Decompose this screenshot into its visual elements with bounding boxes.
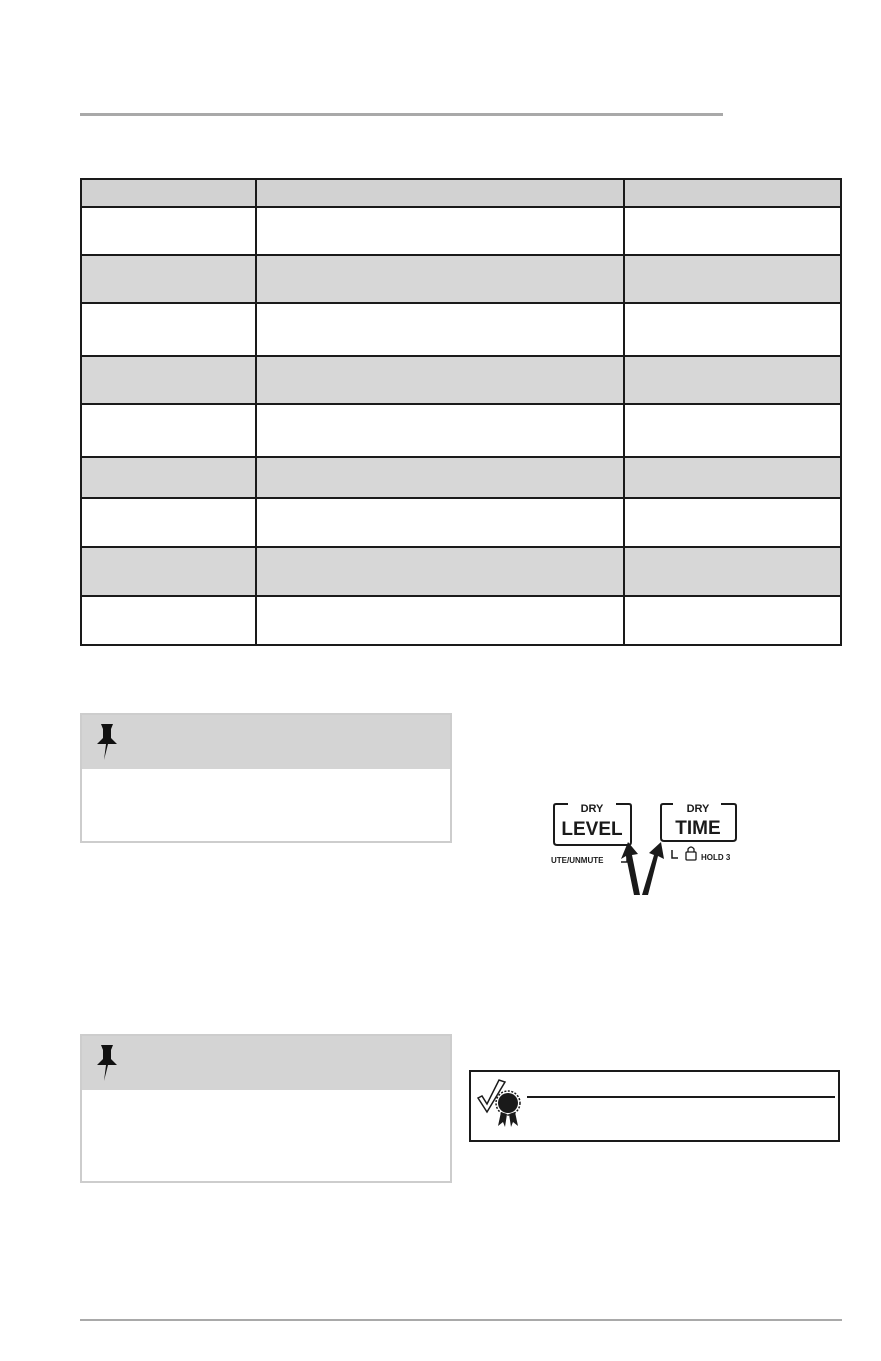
note-box xyxy=(80,1034,452,1183)
table-cell xyxy=(82,548,257,597)
dry-time-bracket xyxy=(672,850,678,858)
table-cell xyxy=(82,304,257,357)
table-cell xyxy=(625,208,840,256)
table-cell xyxy=(257,458,625,499)
table-cell xyxy=(625,357,840,405)
pushpin-icon xyxy=(93,721,121,763)
arrow-to-dry-time-icon xyxy=(642,842,664,895)
table-cell xyxy=(82,458,257,499)
dry-time-top-label: DRY xyxy=(686,803,710,815)
note-box xyxy=(80,713,452,843)
arrow-to-dry-level-icon xyxy=(621,842,640,895)
table-cell xyxy=(257,499,625,548)
table-cell xyxy=(257,597,625,644)
pushpin-icon xyxy=(93,1042,121,1084)
table-cell xyxy=(625,405,840,458)
table-header-cell xyxy=(82,180,257,208)
table-cell xyxy=(625,256,840,304)
table-cell xyxy=(82,499,257,548)
footer-rule xyxy=(80,1319,842,1321)
table-cell xyxy=(625,499,840,548)
table-cell xyxy=(257,208,625,256)
dry-time-main-label: TIME xyxy=(675,818,721,839)
settings-table xyxy=(80,178,842,646)
table-cell xyxy=(625,304,840,357)
note-header xyxy=(82,715,450,769)
table-cell xyxy=(257,548,625,597)
lock-icon xyxy=(686,847,696,860)
table-cell xyxy=(625,458,840,499)
table-cell xyxy=(625,548,840,597)
header-rule xyxy=(80,113,723,116)
dry-level-sub-label: UTE/UNMUTE xyxy=(551,856,604,865)
table-cell xyxy=(82,208,257,256)
table-cell xyxy=(82,405,257,458)
tip-divider xyxy=(527,1096,835,1098)
table-cell xyxy=(257,256,625,304)
dry-level-top-label: DRY xyxy=(580,803,604,815)
table-cell xyxy=(82,256,257,304)
table-cell xyxy=(82,357,257,405)
table-header-cell xyxy=(257,180,625,208)
award-badge-icon xyxy=(475,1076,525,1130)
table-header-cell xyxy=(625,180,840,208)
note-header xyxy=(82,1036,450,1090)
dry-level-main-label: LEVEL xyxy=(561,819,623,840)
table-cell xyxy=(82,597,257,644)
table-cell xyxy=(257,405,625,458)
dry-time-sub-label: HOLD 3 xyxy=(701,853,731,862)
tip-box xyxy=(469,1070,840,1142)
table-cell xyxy=(625,597,840,644)
table-cell xyxy=(257,304,625,357)
control-panel-illustration xyxy=(548,800,760,895)
table-cell xyxy=(257,357,625,405)
